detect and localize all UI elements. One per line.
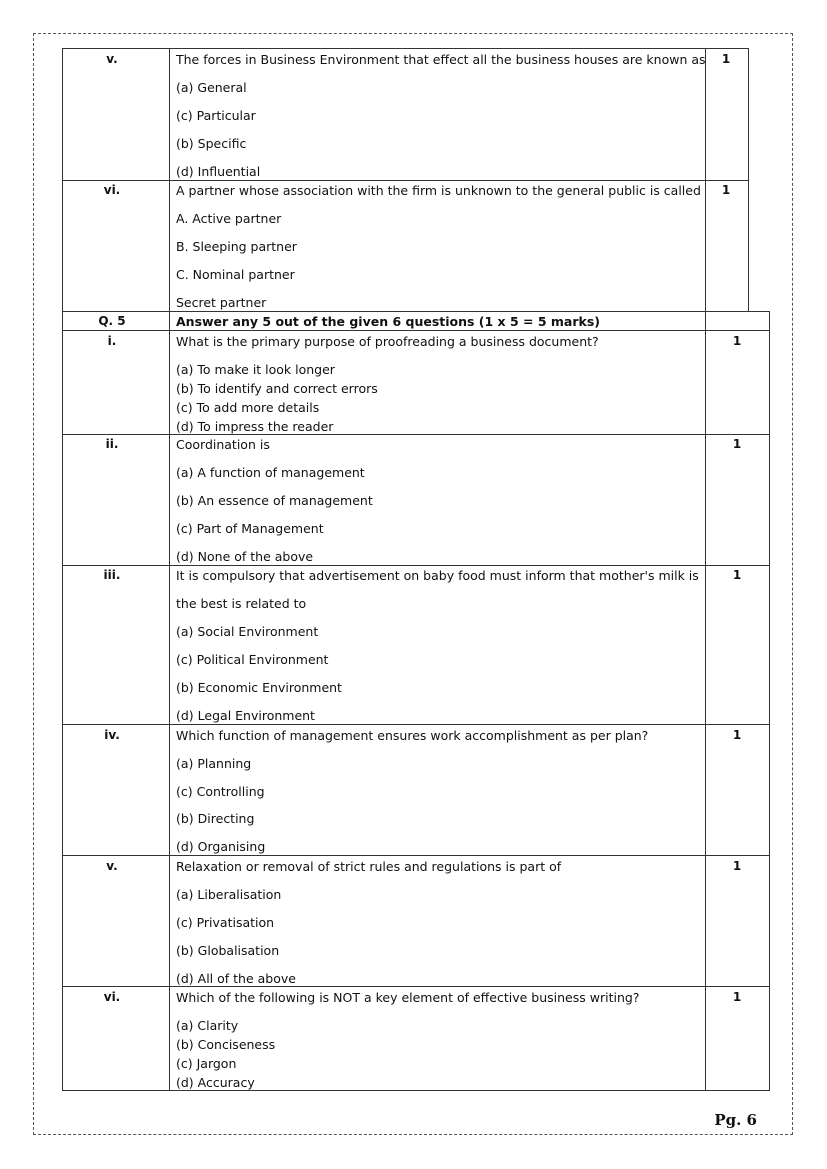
marks: 1	[732, 859, 742, 873]
page-number: Pg. 6	[714, 1111, 757, 1129]
question-number: ii.	[105, 437, 119, 451]
option: (b) Globalisation	[176, 943, 280, 958]
marks: 1	[732, 990, 742, 1004]
marks: 1	[721, 52, 731, 66]
option: (d) To impress the reader	[176, 419, 334, 434]
question-number: vi.	[103, 990, 121, 1004]
option: (b) Directing	[176, 811, 255, 826]
option: (a) General	[176, 80, 247, 95]
option: (c) Controlling	[176, 784, 265, 799]
option: A. Active partner	[176, 211, 282, 226]
option: B. Sleeping partner	[176, 239, 297, 254]
option: (b) Specific	[176, 136, 247, 151]
option: (a) Social Environment	[176, 624, 319, 639]
question-text: Which of the following is NOT a key element of effective business writing? (a) Clarity (b) Conciseness (c) Jargon (d) Accuracy	[176, 990, 639, 1094]
option: (c) Privatisation	[176, 915, 275, 930]
question-number: iii.	[103, 568, 121, 582]
option: C. Nominal partner	[176, 267, 295, 282]
section-number: Q. 5	[98, 314, 126, 328]
option: (c) To add more details	[176, 400, 320, 415]
option: (d) None of the above	[176, 549, 314, 564]
option: (a) Liberalisation	[176, 887, 282, 902]
option: (c) Political Environment	[176, 652, 329, 667]
option: (c) Part of Management	[176, 521, 324, 536]
marks: 1	[732, 437, 742, 451]
question-number: iv.	[104, 728, 120, 742]
option: (c) Particular	[176, 108, 256, 123]
option: (d) Legal Environment	[176, 708, 315, 723]
question-text: What is the primary purpose of proofreading a business document? (a) To make it look longer (b) To identify and correct errors (c) To add more details (d) To impress the reader	[176, 334, 599, 438]
question-text: The forces in Business Environment that effect all the business houses are known as (a) General (c) Particular (b) Specific (d) Influential	[176, 52, 706, 192]
option: (c) Jargon	[176, 1056, 237, 1071]
marks: 1	[721, 183, 731, 197]
option: (d) Influential	[176, 164, 261, 179]
question-text: Relaxation or removal of strict rules and regulations is part of (a) Liberalisation (c) Privatisation (b) Globalisation (d) All of the above	[176, 859, 561, 999]
option: (b) To identify and correct errors	[176, 381, 378, 396]
question-number: vi.	[103, 183, 121, 197]
question-text: A partner whose association with the firm is unknown to the general public is called A. Active partner B. Sleeping partner C. Nominal partner Secret partner	[176, 183, 701, 323]
question-text: Coordination is (a) A function of management (b) An essence of management (c) Part of Management (d) None of the above	[176, 437, 373, 577]
option: (b) An essence of management	[176, 493, 373, 508]
option: (d) All of the above	[176, 971, 296, 986]
option: (b) Economic Environment	[176, 680, 342, 695]
section-heading: Answer any 5 out of the given 6 questions (1 x 5 = 5 marks)	[176, 314, 600, 329]
option: (a) To make it look longer	[176, 362, 335, 377]
question-number: v.	[106, 859, 118, 873]
question-number: i.	[107, 334, 117, 348]
question-text: It is compulsory that advertisement on baby food must inform that mother's milk is the best is related to (a) Social Environment (c) Political Environment (b) Economic Environment (d) Legal Environment	[176, 568, 699, 736]
option: (a) A function of management	[176, 465, 365, 480]
option: (d) Organising	[176, 839, 266, 854]
question-text: Which function of management ensures work accomplishment as per plan? (a) Planning (c) Controlling (b) Directing (d) Organising	[176, 728, 648, 867]
option: (a) Planning	[176, 756, 252, 771]
marks: 1	[732, 568, 742, 582]
option: Secret partner	[176, 295, 267, 310]
option: (b) Conciseness	[176, 1037, 276, 1052]
option: (d) Accuracy	[176, 1075, 255, 1090]
marks: 1	[732, 728, 742, 742]
marks: 1	[732, 334, 742, 348]
question-number: v.	[106, 52, 118, 66]
option: (a) Clarity	[176, 1018, 239, 1033]
